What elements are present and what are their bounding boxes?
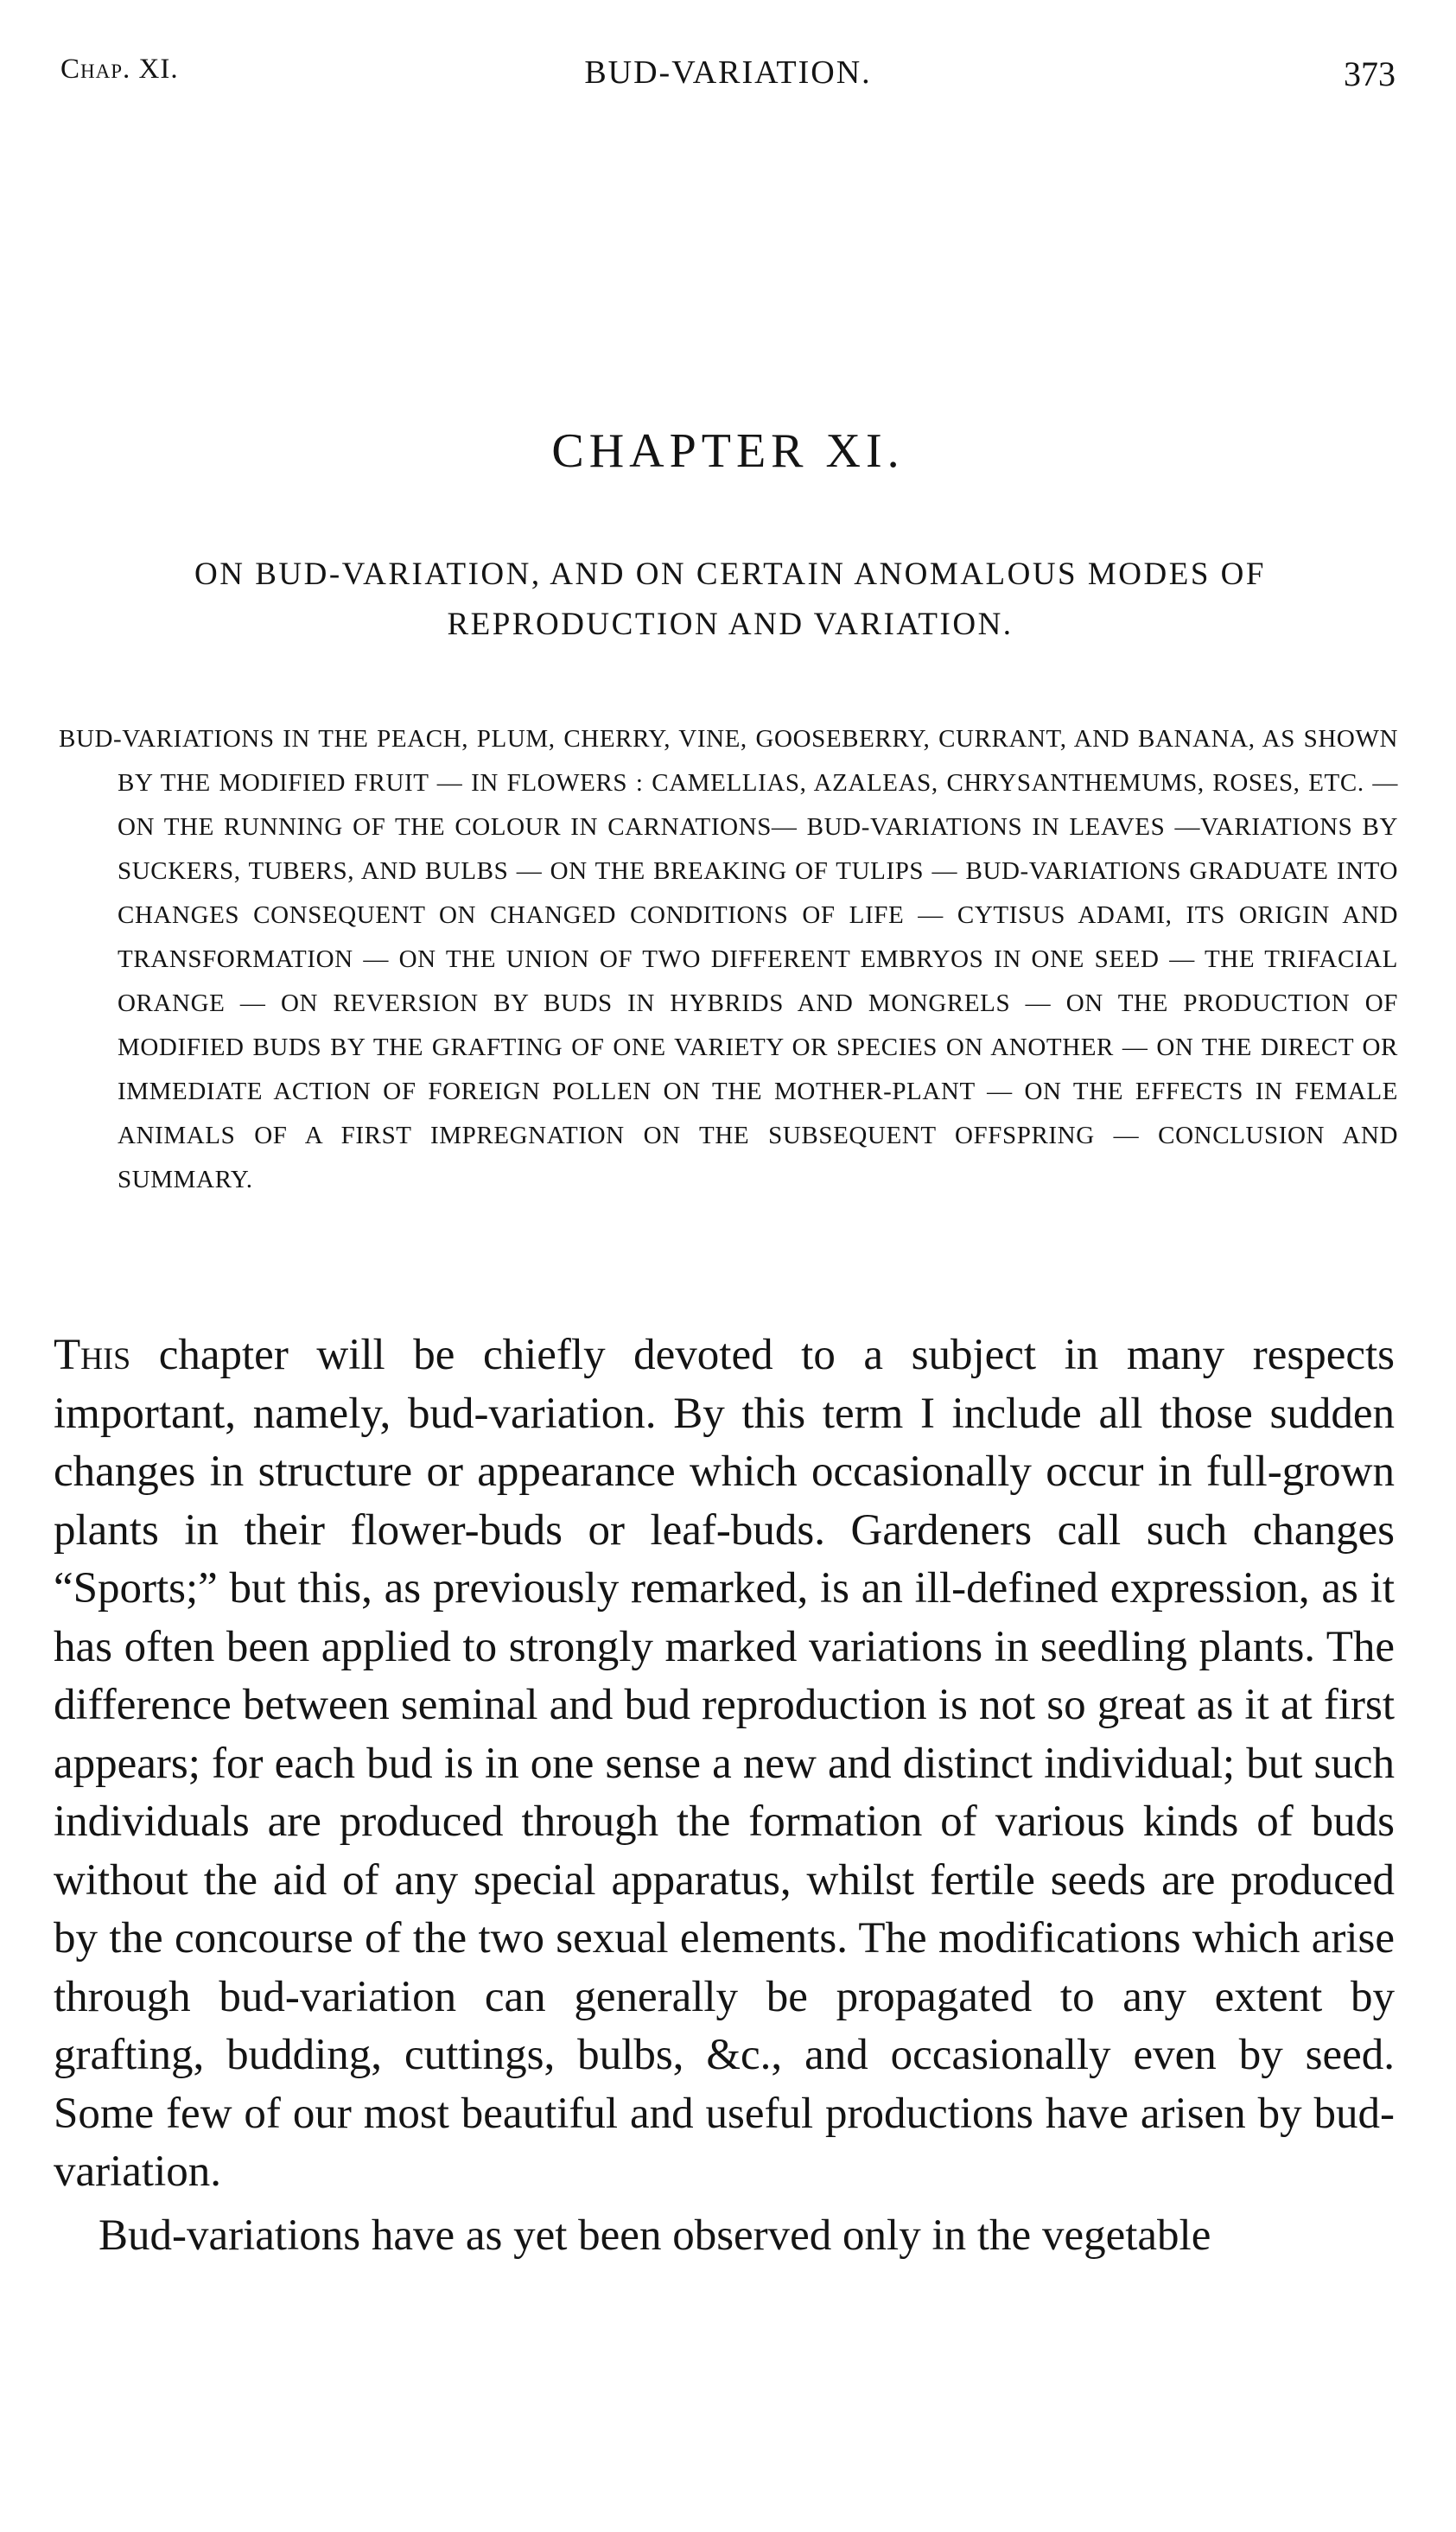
paragraph-1-text: chapter will be chiefly devoted to a subject in many respects important, namely, bud-variation. By this term I include all those sudden changes in structure or appearance which occasionally occur in full-grown plants in their flower-buds or leaf-buds. Gardeners call such changes “Sports;” but this, as previously remarked, is an ill-defined expression, as it has often been applied to strongly marked variations in seedling plants. The difference between seminal and bud reproduction is not so great as it at first appears; for each bud is in one sense a new and distinct individual; but such individuals are produced through the formation of various kinds of buds without the aid of any special apparatus, whilst fertile seeds are produced by the concourse of the two sexual elements. The modifications which arise through bud-variation can generally be propagated to any extent by grafting, budding, cuttings, bulbs, &c., and occasionally even by seed. Some few of our most beautiful and useful productions have arisen by bud-variation. (54, 1331, 1395, 2196)
paragraph-1-first-word: This (54, 1331, 131, 1379)
page-number: 373 (1344, 54, 1396, 93)
chapter-title: CHAPTER XI. (551, 424, 905, 478)
chapter-subtitle: ON BUD-VARIATION, AND ON CERTAIN ANOMALOUS MODES OF REPRODUCTION AND VARIATION. (194, 557, 1266, 642)
paragraph-1 (54, 1326, 1395, 2202)
paragraph-2: Bud-variations have as yet been observed only in the vegetable (99, 2211, 1211, 2260)
body-text (54, 1326, 1395, 2265)
chapter-synopsis: BUD-VARIATIONS IN THE PEACH, PLUM, CHERRY, VINE, GOOSEBERRY, CURRANT, AND BANANA, AS SHOWN BY THE MODIFIED FRUIT — IN FLOWERS : CAMELLIAS, AZALEAS, CHRYSANTHEMUMS, ROSES, ETC. — ON THE RUNNING OF THE COLOUR IN CARNATIONS— BUD-VARIATIONS IN LEAVES —VARIATIONS BY SUCKERS, TUBERS, AND BULBS — ON THE BREAKING OF TULIPS — BUD-VARIATIONS GRADUATE INTO CHANGES CONSEQUENT ON CHANGED CONDITIONS OF LIFE — CYTISUS ADAMI, ITS ORIGIN AND TRANSFORMATION — ON THE UNION OF TWO DIFFERENT EMBRYOS IN ONE SEED — THE TRIFACIAL ORANGE — ON REVERSION BY BUDS IN HYBRIDS AND MONGRELS — ON THE PRODUCTION OF MODIFIED BUDS BY THE GRAFTING OF ONE VARIETY OR SPECIES ON ANOTHER — ON THE DIRECT OR IMMEDIATE ACTION OF FOREIGN POLLEN ON THE MOTHER-PLANT — ON THE EFFECTS IN FEMALE ANIMALS OF A FIRST IMPREGNATION ON THE SUBSEQUENT OFFSPRING — CONCLUSION AND SUMMARY. (59, 725, 1398, 1193)
running-title: BUD-VARIATION. (584, 54, 872, 91)
running-head (60, 54, 1396, 105)
chapter-reference: Chap. XI. (60, 54, 179, 85)
